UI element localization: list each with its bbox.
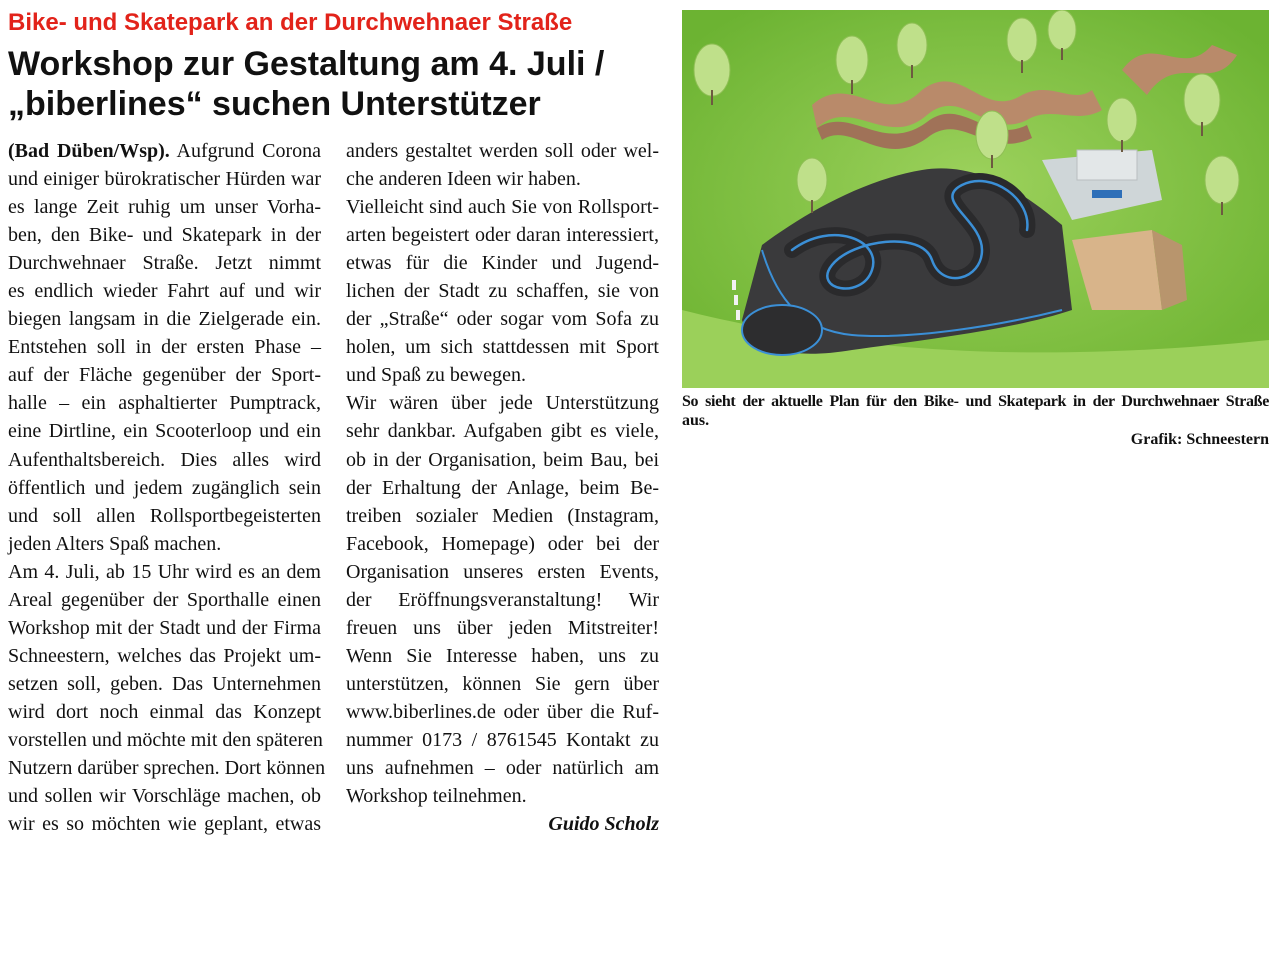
text-line: ob in der Organisation, beim Bau, bei [346, 448, 659, 471]
figure-caption [682, 392, 1269, 449]
text-line: Nutzern darüber sprechen. Dort können [8, 757, 326, 780]
text-line: Vielleicht sind auch Sie von Rollsport- [346, 196, 659, 219]
text-line: sehr dankbar. Aufgaben gibt es viele, [346, 420, 659, 443]
dateline: (Bad Düben/Wsp). [8, 140, 170, 162]
text-line: Wenn Sie Interesse haben, uns zu [346, 644, 659, 667]
text-line: biegen langsam in die Zielgerade ein. [8, 308, 321, 331]
headline-line: „biberlines“ suchen Unterstützer [8, 85, 541, 123]
text-line: der „Straße“ oder sogar vom Sofa zu [346, 308, 659, 331]
text-fragment: Aufgrund Corona [169, 140, 321, 162]
text-line: öffentlich und jedem zugänglich sein [8, 476, 321, 499]
text-line: halle – ein asphaltierter Pumptrack, [8, 392, 321, 415]
text-line: lichen der Stadt zu schaffen, sie von [346, 280, 659, 303]
text-line: Entstehen soll in der ersten Phase – [8, 336, 321, 359]
skatepark-rendering [682, 10, 1269, 388]
text-line: wir es so möchten wie geplant, etwas [8, 813, 321, 836]
text-line: nummer 0173 / 8761545 Kontakt zu [346, 728, 659, 751]
text-line: setzen soll, geben. Das Unternehmen [8, 672, 321, 695]
text-line: vorstellen und möchte mit den späteren [8, 728, 323, 751]
article-column-1 [8, 137, 326, 838]
text-line: unterstützen, können Sie gern über [346, 672, 659, 695]
text-line: der Erhaltung der Anlage, beim Be- [346, 476, 659, 499]
author-byline: Guido Scholz [548, 813, 659, 836]
text-line: Areal gegenüber der Sporthalle einen [8, 588, 321, 611]
text-line: www.biberlines.de oder über die Ruf- [346, 700, 659, 723]
text-line: auf der Fläche gegenüber der Sport- [8, 364, 321, 387]
text-line: Facebook, Homepage) oder bei der [346, 532, 659, 555]
text-line: Durchwehnaer Straße. Jetzt nimmt [8, 252, 321, 275]
text-line: der Eröffnungsveranstaltung! Wir [346, 588, 659, 611]
text-line: treiben sozialer Medien (Instagram, [346, 504, 659, 527]
article-kicker: Bike- und Skatepark an der Durchwehnaer Straße [8, 9, 573, 36]
text-line: Workshop mit der Stadt und der Firma [8, 616, 321, 639]
text-line: Schneestern, welches das Projekt um- [8, 644, 321, 667]
text-line: Am 4. Juli, ab 15 Uhr wird es an dem [8, 560, 321, 583]
text-line: Organisation unseres ersten Events, [346, 560, 659, 583]
text-line: es endlich wieder Fahrt auf und wir [8, 280, 321, 303]
text-line: und soll allen Rollsportbegeisterten [8, 504, 321, 527]
bench [1092, 190, 1122, 198]
text-line: Aufenthaltsbereich. Dies alles wird [8, 448, 321, 471]
text-line: jeden Alters Spaß machen. [8, 532, 222, 555]
text-line: Workshop teilnehmen. [346, 785, 527, 808]
text-line: Wir wären über jede Unterstützung [346, 392, 659, 415]
article-column-2 [346, 137, 659, 838]
image-credit: Grafik: Schneestern [1130, 431, 1269, 448]
text-line: etwas für die Kinder und Jugend- [346, 252, 659, 275]
text-line: arten begeistert oder daran interessiert, [346, 224, 659, 247]
skatepark-plan-illustration [682, 10, 1269, 388]
pumptrack-bowl [742, 305, 822, 355]
text-line: uns aufnehmen – oder natürlich am [346, 757, 659, 780]
text-line: wird dort noch einmal das Konzept [8, 700, 321, 723]
text-line: und einiger bürokratischer Hürden war [8, 168, 321, 191]
author-line [346, 810, 659, 838]
text-line: eine Dirtline, ein Scooterloop und ein [8, 420, 321, 443]
article-headline [8, 44, 658, 124]
text-line: holen, um sich stattdessen mit Sport [346, 336, 659, 359]
caption-line: So sieht der aktuelle Plan für den Bike- und Skatepark in der Durchwehnaer Straße [682, 393, 1269, 410]
text-line: che anderen Ideen wir haben. [346, 168, 581, 191]
text-line: freuen uns über jeden Mitstreiter! [346, 616, 659, 639]
text-line: anders gestaltet werden soll oder wel- [346, 140, 659, 162]
headline-line: Workshop zur Gestaltung am 4. Juli / [8, 45, 605, 83]
caption-line: aus. [682, 412, 710, 429]
text-line: ben, den Bike- und Skatepark in der [8, 224, 321, 247]
text-line: und sollen wir Vorschläge machen, ob [8, 785, 321, 808]
shelter [1077, 150, 1137, 180]
text-line: und Spaß zu bewegen. [346, 364, 526, 387]
text-line [8, 137, 321, 165]
text-line: es lange Zeit ruhig um unser Vorha- [8, 196, 321, 219]
